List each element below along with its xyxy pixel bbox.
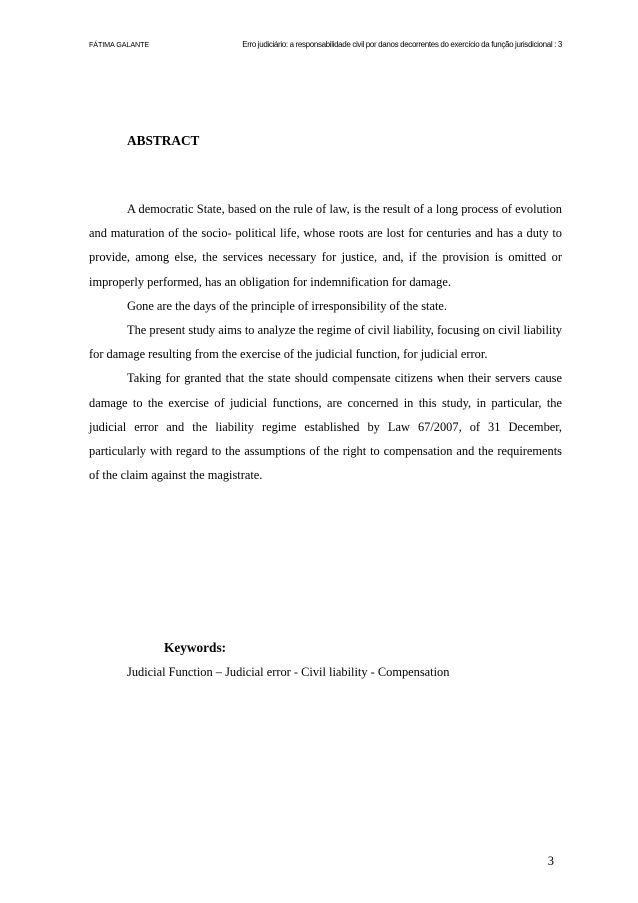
running-header-title: Erro judiciário: a responsabilidade civil por danos decorrentes do exercício da função jurisdicional : 3 <box>242 40 562 49</box>
abstract-body <box>89 197 562 487</box>
abstract-paragraph: Gone are the days of the principle of irresponsibility of the state. <box>127 298 447 313</box>
keywords-list: Judicial Function – Judicial error - Civil liability - Compensation <box>127 665 450 679</box>
page-number: 3 <box>547 854 554 868</box>
abstract-heading: ABSTRACT <box>127 133 200 148</box>
running-header-author: FÁTIMA GALANTE <box>89 40 150 49</box>
abstract-paragraph: The present study aims to analyze the regime of civil liability, focusing on civil liability for damage resulting from the exercise of the judicial function, for judicial error. <box>89 323 562 362</box>
abstract-paragraph: A democratic State, based on the rule of law, is the result of a long process of evolution and maturation of the socio- political life, whose roots are lost for centuries and has a duty to provide, among else, the services necessary for justice, and, if the provision is omitted or improperly performed, has an obligation for indemnification for damage. <box>89 202 562 289</box>
abstract-paragraph: Taking for granted that the state should compensate citizens when their servers cause damage to the exercise of judicial functions, are concerned in this study, in particular, the judicial error and the liability regime established by Law 67/2007, of 31 December, particularly with regard to the assumptions of the right to compensation and the requirements of the claim against the magistrate. <box>89 371 562 483</box>
keywords-heading: Keywords: <box>164 640 227 655</box>
